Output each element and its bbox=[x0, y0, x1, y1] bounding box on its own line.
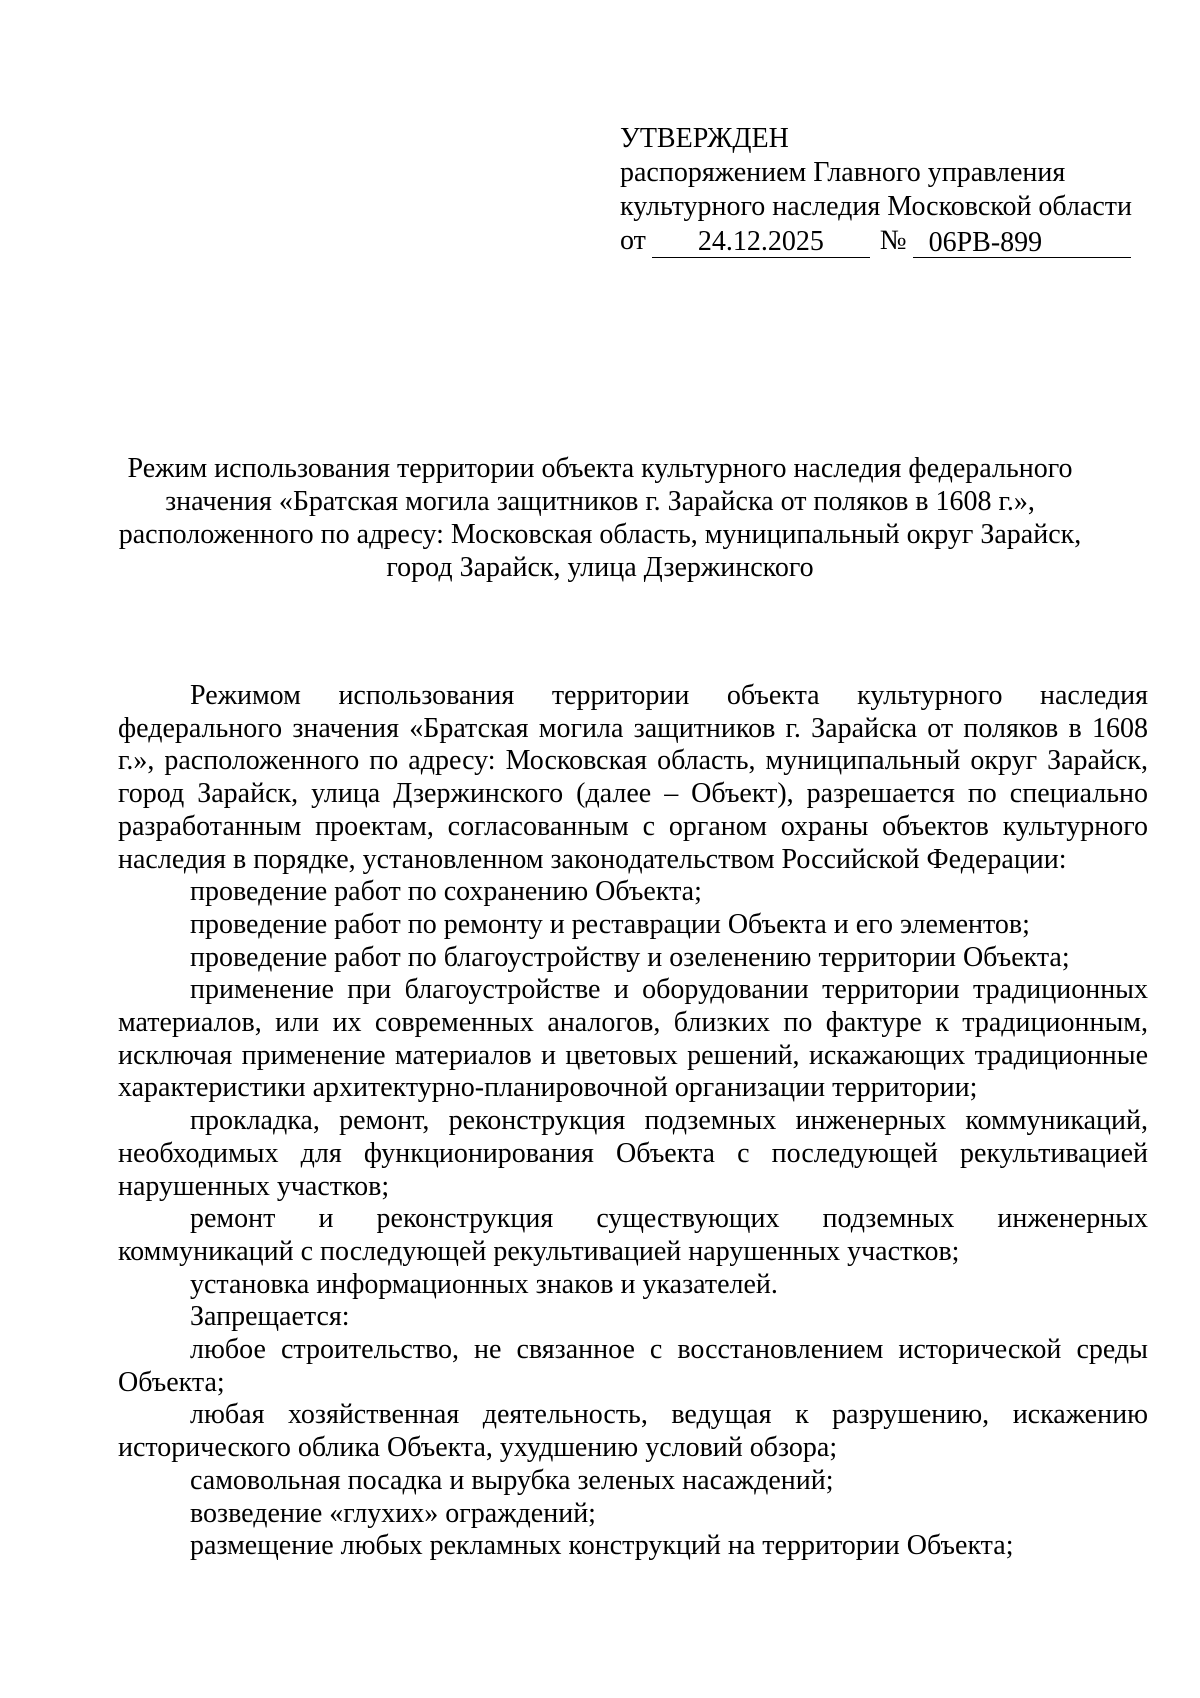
title-line-1: Режим использования территории объекта культурного наследия федерального bbox=[127, 453, 1073, 484]
allowed-item-7: установка информационных знаков и указателей. bbox=[190, 1268, 778, 1300]
approval-number: 06РВ-899 bbox=[913, 228, 1131, 258]
allowed-item-2: проведение работ по ремонту и реставрации Объекта и его элементов; bbox=[190, 908, 1030, 940]
document-body bbox=[118, 680, 1148, 1563]
forbidden-item-5: размещение любых рекламных конструкций на территории Объекта; bbox=[190, 1530, 1014, 1562]
allowed-item-1: проведение работ по сохранению Объекта; bbox=[190, 876, 702, 908]
allowed-item-6: ремонт и реконструкция существующих подземных инженерных коммуникаций с последующей рекультивацией нарушенных участков; bbox=[118, 1203, 1148, 1267]
approval-line-2: культурного наследия Московской области bbox=[620, 191, 1133, 222]
title-line-3: расположенного по адресу: Московская область, муниципальный округ Зарайск, bbox=[118, 519, 1082, 550]
approval-date-row bbox=[620, 224, 1140, 258]
allowed-item-4: применение при благоустройстве и оборудовании территории традиционных материалов, или их современных аналогов, близких по фактуре к традиционным, исключая применение материалов и цветовых решений, искажающих традиционные характеристики архитектурно-планировочной организации территории; bbox=[118, 974, 1148, 1104]
approval-line-1: распоряжением Главного управления bbox=[620, 157, 1066, 188]
approval-date: 24.12.2025 bbox=[652, 227, 870, 258]
forbidden-heading: Запрещается: bbox=[190, 1301, 350, 1333]
allowed-item-3: проведение работ по благоустройству и озеленению территории Объекта; bbox=[190, 941, 1070, 973]
forbidden-item-2: любая хозяйственная деятельность, ведущая к разрушению, искажению исторического облика Объекта, ухудшению условий обзора; bbox=[118, 1399, 1148, 1464]
intro-paragraph: Режимом использования территории объекта культурного наследия федерального значения «Братская могила защитников г. Зарайска от поляков в 1608 г.», расположенного по адресу: Московская область, муниципальный округ Зарайск, город Зарайск, улица Дзержинского (далее – Объект), разрешается по специально разработанным проектам, согласованным с органом охраны объектов культурного наследия в порядке, установленном законодательством Российской Федерации: bbox=[118, 680, 1148, 875]
document-title bbox=[118, 452, 1082, 584]
title-line-2: значения «Братская могила защитников г. Зарайска от поляков в 1608 г.», bbox=[165, 486, 1035, 517]
forbidden-item-1: любое строительство, не связанное с восстановлением исторической среды Объекта; bbox=[118, 1334, 1148, 1398]
date-prefix: от bbox=[620, 225, 646, 256]
approval-heading: УТВЕРЖДЕН bbox=[620, 123, 789, 154]
forbidden-item-4: возведение «глухих» ограждений; bbox=[190, 1497, 596, 1529]
allowed-item-5: прокладка, ремонт, реконструкция подземных инженерных коммуникаций, необходимых для функционирования Объекта с последующей рекультивацией нарушенных участков; bbox=[118, 1105, 1148, 1202]
forbidden-item-3: самовольная посадка и вырубка зеленых насаждений; bbox=[190, 1464, 834, 1496]
approval-block bbox=[620, 122, 1140, 258]
title-line-4: город Зарайск, улица Дзержинского bbox=[386, 552, 814, 583]
number-sign: № bbox=[879, 225, 907, 256]
